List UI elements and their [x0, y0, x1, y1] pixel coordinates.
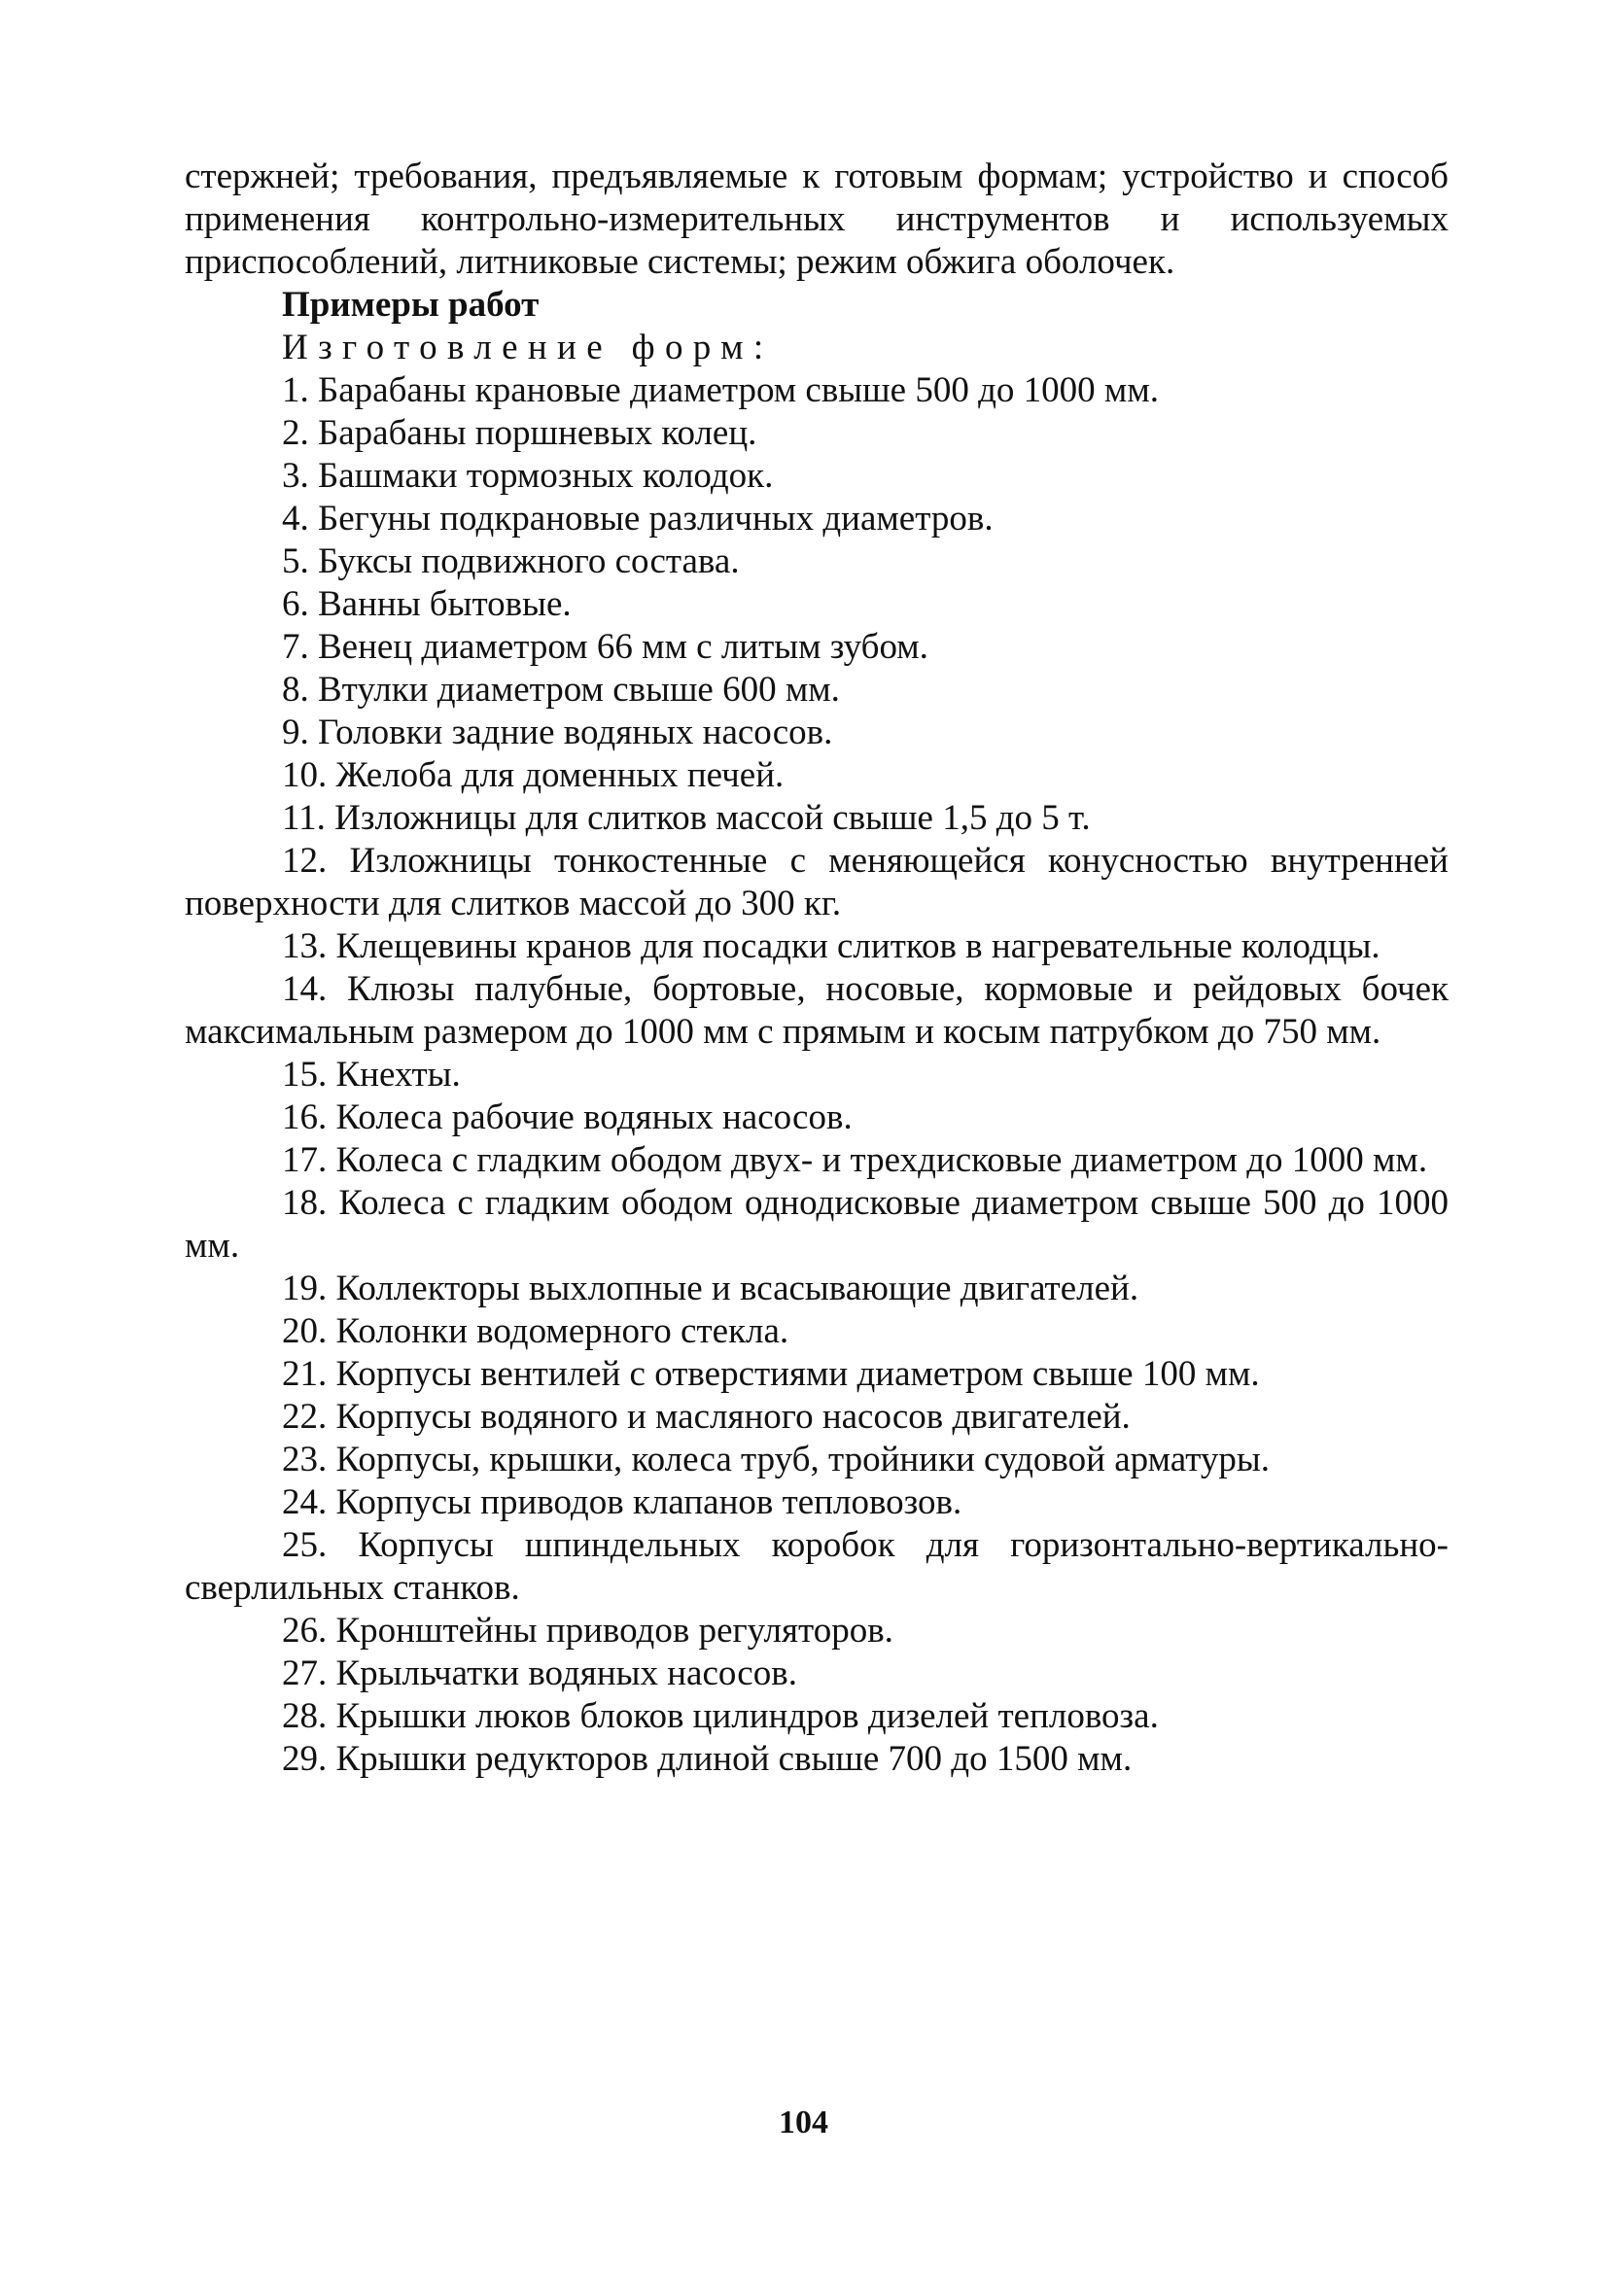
- list-item: 9. Головки задние водяных насосов.: [282, 713, 833, 752]
- list-item: 17. Колеса с гладким ободом двух- и трехдисковые диаметром до 1000 мм.: [282, 1140, 1428, 1180]
- list-item: 15. Кнехты.: [282, 1055, 461, 1095]
- list-item: 14. Клюзы палубные, бортовые, носовые, кормовые и рейдовых бочек максимальным размером до 1000 мм с прямым и косым патрубком до 750 мм.: [185, 969, 1449, 1052]
- list-item: 5. Буксы подвижного состава.: [282, 541, 740, 581]
- list-item: 8. Втулки диаметром свыше 600 мм.: [282, 670, 840, 710]
- list-item: 2. Барабаны поршневых колец.: [282, 413, 757, 453]
- list-item: 13. Клещевины кранов для посадки слитков в нагревательные колодцы.: [282, 926, 1380, 966]
- list-item: 19. Коллекторы выхлопные и всасывающие двигателей.: [282, 1269, 1139, 1308]
- list-item: 20. Колонки водомерного стекла.: [282, 1311, 789, 1351]
- intro-paragraph: стержней; требования, предъявляемые к готовым формам; устройство и способ применения контрольно-измерительных инструментов и используемых приспособлений, литниковые системы; режим обжига оболочек.: [185, 157, 1449, 282]
- list-item: 24. Корпусы приводов клапанов тепловозов.: [282, 1482, 962, 1522]
- list-item: 23. Корпусы, крышки, колеса труб, тройники судовой арматуры.: [282, 1440, 1270, 1479]
- list-item: 22. Корпусы водяного и масляного насосов двигателей.: [282, 1397, 1131, 1437]
- list-item: 29. Крышки редукторов длиной свыше 700 до 1500 мм.: [282, 1739, 1133, 1779]
- list-item: 21. Корпусы вентилей с отверстиями диаметром свыше 100 мм.: [282, 1354, 1260, 1394]
- list-item: 27. Крыльчатки водяных насосов.: [282, 1653, 797, 1693]
- list-item: 6. Ванны бытовые.: [282, 584, 572, 624]
- list-item: 26. Кронштейны приводов регуляторов.: [282, 1611, 893, 1651]
- list-item: 4. Бегуны подкрановые различных диаметров.: [282, 499, 994, 539]
- list-item: 18. Колеса с гладким ободом однодисковые диаметром свыше 500 до 1000 мм.: [185, 1183, 1449, 1266]
- page-number: 104: [779, 2105, 828, 2140]
- list-item: 28. Крышки люков блоков цилиндров дизелей тепловоза.: [282, 1696, 1159, 1736]
- section-subheading: Изготовление форм:: [282, 328, 774, 367]
- page-text: [185, 156, 1449, 1781]
- list-item: 10. Желоба для доменных печей.: [282, 755, 785, 795]
- list-item: 11. Изложницы для слитков массой свыше 1,5 до 5 т.: [282, 798, 1091, 838]
- list-item: 3. Башмаки тормозных колодок.: [282, 456, 774, 496]
- list-item: 16. Колеса рабочие водяных насосов.: [282, 1097, 853, 1137]
- list-item: 7. Венец диаметром 66 мм с литым зубом.: [282, 627, 928, 667]
- list-item: 1. Барабаны крановые диаметром свыше 500 до 1000 мм.: [282, 370, 1159, 410]
- section-heading: Примеры работ: [282, 285, 540, 325]
- list-item: 25. Корпусы шпиндельных коробок для горизонтально-вертикально-сверлильных станков.: [185, 1525, 1449, 1608]
- list-item: 12. Изложницы тонкостенные с меняющейся конусностью внутренней поверхности для слитков массой до 300 кг.: [185, 841, 1449, 923]
- work-examples-list: [185, 369, 1449, 1781]
